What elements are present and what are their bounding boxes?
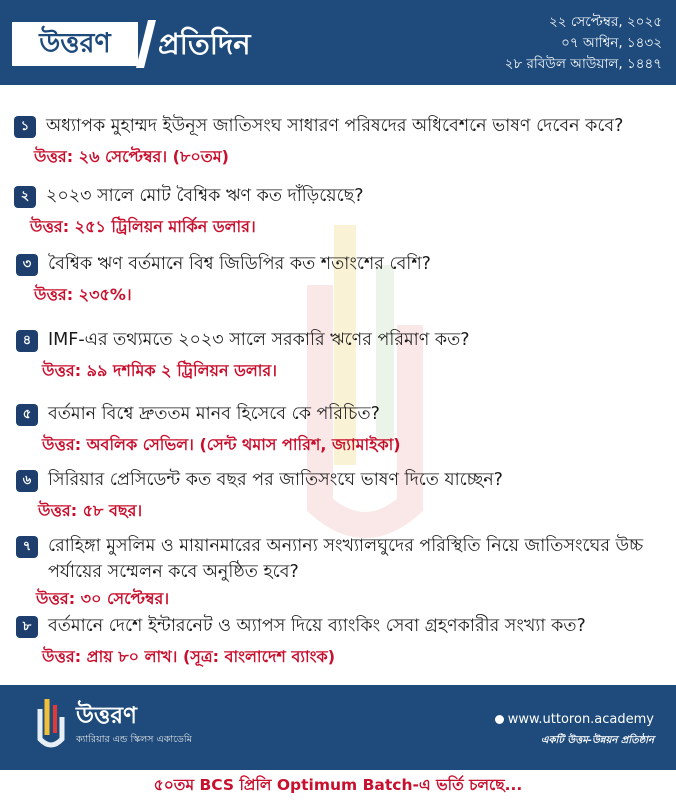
answer-text: উত্তর: ৫৮ বছর। (38, 501, 143, 520)
header-bar (0, 0, 676, 85)
question-item-6 (0, 467, 676, 523)
website-link[interactable] (495, 711, 654, 729)
question-number: ৮ (16, 616, 38, 638)
question-number: ৭ (16, 536, 38, 558)
question-text: বর্তমানে দেশে ইন্টারনেট ও অ্যাপস দিয়ে ব্যাংকিং সেবা গ্রহণকারীর সংখ্যা কত? (48, 616, 586, 636)
brand-divider (136, 20, 156, 68)
brand-uttoron: উত্তরণ (12, 22, 138, 66)
date-hijri: ২৮ রবিউল আউয়াল, ১৪৪৭ (504, 56, 662, 72)
question-number: ১ (14, 116, 36, 138)
answer-text: উত্তর: অবলিক সেভিল। (সেন্ট থমাস পারিশ, জ্যামাইকা) (42, 435, 401, 454)
question-item-3 (0, 251, 676, 307)
question-text: বর্তমান বিশ্বে দ্রুততম মানব হিসেবে কে পরিচিত? (48, 404, 380, 424)
website-text: www.uttoron.academy (507, 712, 654, 727)
question-text: সিরিয়ার প্রেসিডেন্ট কত বছর পর জাতিসংঘে ভাষণ দিতে যাচ্ছেন? (48, 470, 503, 490)
answer-text: উত্তর: ২৫১ ট্রিলিয়ন মার্কিন ডলার। (30, 217, 256, 236)
answer-text: উত্তর: ২৬ সেপ্টেম্বর। (৮০তম) (34, 147, 229, 166)
question-item-5 (0, 401, 676, 457)
answer-text: উত্তর: প্রায় ৮০ লাখ। (সূত্র: বাংলাদেশ ব্যাংক) (42, 647, 336, 666)
question-number: ৪ (16, 330, 38, 352)
question-text: অধ্যাপক মুহাম্মদ ইউনূস জাতিসংঘ সাধারণ পরিষদের অধিবেশনে ভাষণ দেবেন কবে? (46, 116, 624, 136)
brand-protidin: প্রতিদিন (158, 27, 251, 61)
answer-text: উত্তর: ৩০ সেপ্টেম্বর। (36, 589, 170, 608)
footer-org-name: উত্তরণ (76, 703, 137, 729)
question-number: ৩ (16, 254, 38, 276)
footer-bar (0, 685, 676, 770)
quiz-content (0, 85, 676, 685)
question-item-2 (0, 183, 676, 239)
question-text: রোহিঙ্গা মুসলিম ও মায়ানমারের অন্যান্য সংখ্যালঘুদের পরিস্থিতি নিয়ে জাতিসংঘের উচ্চ পর্যায়ের সম্মেলন কবে অনুষ্ঠিত হবে? (48, 536, 644, 582)
question-item-8 (0, 613, 676, 669)
footer-tagline: একটি উত্তম-উন্নয়ন প্রতিষ্ঠান (540, 735, 654, 746)
admission-banner: ৫০তম BCS প্রিলি Optimum Batch-এ ভর্তি চলছে... (0, 770, 676, 800)
question-item-7 (0, 533, 676, 611)
uttoron-logo-icon (36, 695, 66, 753)
date-gregorian: ২২ সেপ্টেম্বর, ২০২৫ (548, 14, 662, 30)
date-bangla: ০৭ আশ্বিন, ১৪৩২ (561, 35, 662, 51)
globe-icon (495, 715, 504, 724)
date-block (505, 12, 662, 75)
question-number: ৫ (16, 404, 38, 426)
answer-text: উত্তর: ২৩৫%। (34, 285, 132, 304)
question-text: ২০২৩ সালে মোট বৈশ্বিক ঋণ কত দাঁড়িয়েছে? (46, 186, 364, 206)
question-item-1 (0, 113, 676, 169)
footer-org-subtitle: ক্যারিয়ার এন্ড স্কিলস একাডেমি (76, 734, 192, 745)
question-text: বৈশ্বিক ঋণ বর্তমানে বিশ্ব জিডিপির কত শতাংশের বেশি? (48, 254, 431, 274)
question-text: IMF-এর তথ্যমতে ২০২৩ সালে সরকারি ঋণের পরিমাণ কত? (48, 330, 470, 350)
question-number: ২ (14, 186, 36, 208)
answer-text: উত্তর: ৯৯ দশমিক ২ ট্রিলিয়ন ডলার। (42, 361, 277, 380)
question-number: ৬ (16, 470, 38, 492)
question-item-4 (0, 327, 676, 383)
